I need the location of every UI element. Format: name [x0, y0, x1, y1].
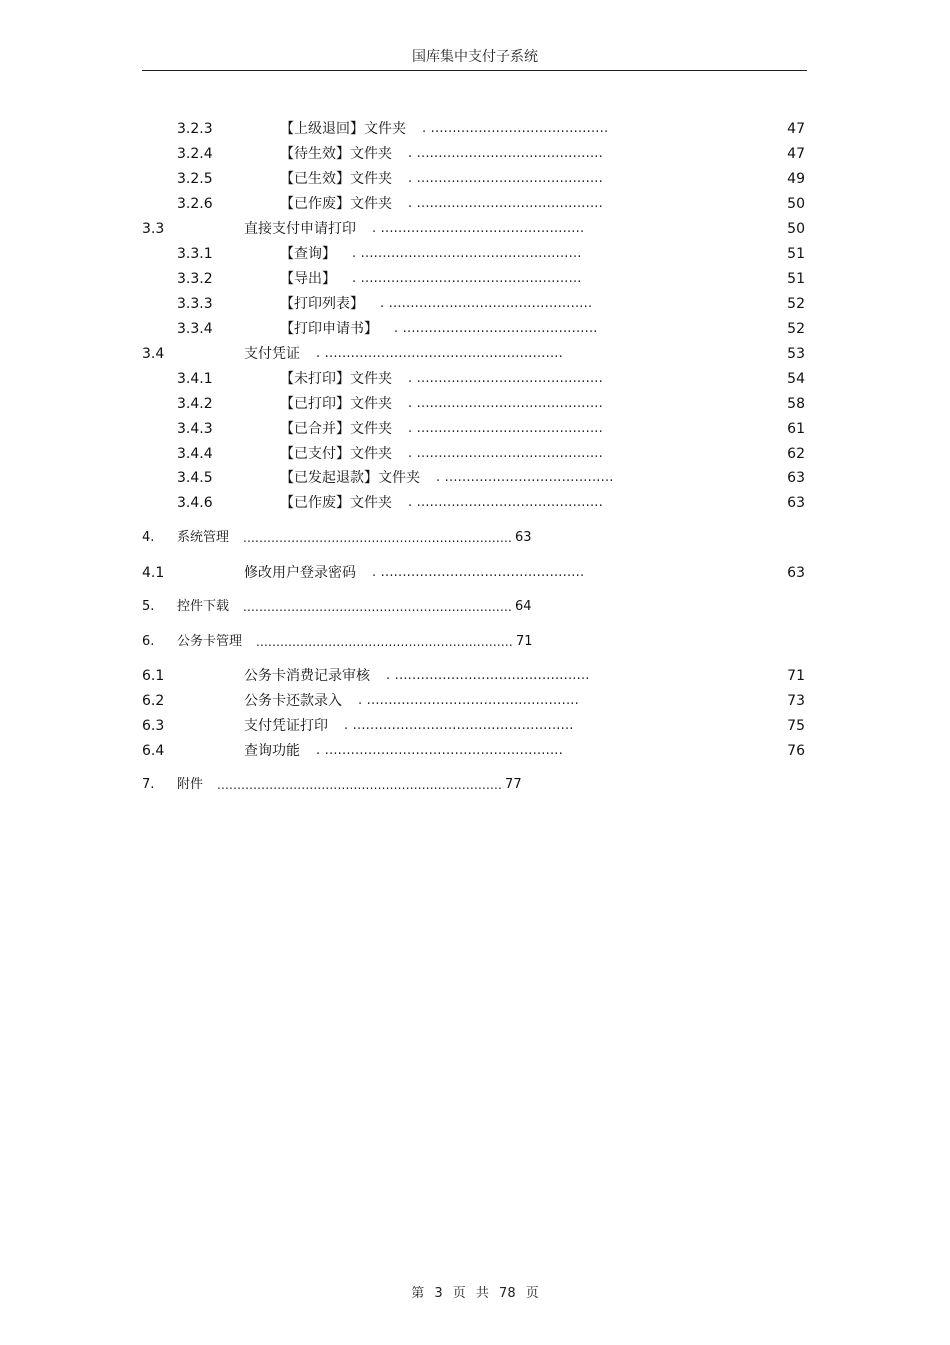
toc-entry[interactable] [0, 742, 950, 760]
toc-entry-page: 50 [787, 221, 805, 237]
toc-entry-number: 6.3 [142, 718, 165, 734]
toc-entry-number: 3.4.3 [177, 421, 213, 437]
toc-entry[interactable] [0, 345, 950, 363]
toc-dot-leader: . ........................................... [408, 396, 603, 411]
toc-entry[interactable] [0, 245, 950, 263]
toc-dot-leader: . ............................................. [394, 321, 598, 336]
toc-entry[interactable] [0, 170, 950, 188]
toc-entry-page: 52 [787, 296, 805, 312]
toc-entry-title: 支付凭证 [244, 346, 300, 362]
toc-entry[interactable] [0, 320, 950, 338]
toc-dot-leader: ................................................................... [243, 531, 512, 545]
toc-dot-leader: . ....................................................... [316, 743, 563, 758]
toc-dot-leader: . ........................................... [408, 495, 603, 510]
toc-dot-leader: . ........................................... [408, 146, 603, 161]
toc-entry-title: 【打印列表】 [280, 296, 364, 312]
toc-entry[interactable] [0, 469, 950, 487]
toc-entry-number: 6. [142, 634, 155, 649]
toc-entry-title: 支付凭证打印 [244, 718, 328, 734]
toc-entry-title: 【已打印】文件夹 [280, 396, 392, 412]
toc-entry-number: 5. [142, 599, 155, 614]
toc-entry-page: 47 [787, 121, 805, 137]
toc-entry[interactable] [0, 717, 950, 735]
page-footer: 第 3 页 共 78 页 [411, 1286, 539, 1301]
toc-dot-leader: . ........................................... [408, 371, 603, 386]
toc-entry-title: 附件 [177, 777, 204, 792]
toc-entry-title: 公务卡管理 [177, 634, 243, 649]
toc-entry[interactable] [0, 692, 950, 710]
toc-entry[interactable] [0, 145, 950, 163]
toc-entry-title: 【查询】 [280, 246, 336, 262]
toc-dot-leader: . ............................................... [380, 296, 593, 311]
toc-entry-title: 【未打印】文件夹 [280, 371, 392, 387]
toc-dot-leader: . ................................................... [352, 271, 582, 286]
toc-dot-leader: . ............................................... [372, 565, 585, 580]
toc-entry-number: 4.1 [142, 565, 165, 581]
toc-entry-page: 54 [787, 371, 805, 387]
toc-entry-page: 64 [514, 599, 532, 614]
toc-dot-leader: . ............................................. [386, 668, 590, 683]
toc-entry[interactable] [0, 529, 950, 547]
toc-entry-page: 63 [514, 530, 532, 545]
toc-entry-number: 3.4.2 [177, 396, 213, 412]
toc-entry[interactable] [0, 564, 950, 582]
toc-entry-title: 【已作废】文件夹 [280, 196, 392, 212]
toc-entry-page: 71 [787, 668, 805, 684]
toc-dot-leader: . ....................................... [436, 470, 614, 485]
toc-entry[interactable] [0, 420, 950, 438]
toc-entry-page: 52 [787, 321, 805, 337]
toc-entry[interactable] [0, 295, 950, 313]
toc-entry-number: 3.4.5 [177, 470, 213, 486]
toc-dot-leader: ................................................................... [243, 600, 512, 614]
toc-entry-title: 【待生效】文件夹 [280, 146, 392, 162]
toc-entry[interactable] [0, 633, 950, 651]
toc-entry-number: 3.2.3 [177, 121, 213, 137]
toc-dot-leader: . ........................................... [408, 196, 603, 211]
toc-entry-page: 63 [787, 470, 805, 486]
toc-entry-page: 75 [787, 718, 805, 734]
toc-entry-page: 51 [787, 246, 805, 262]
toc-entry[interactable] [0, 667, 950, 685]
toc-entry-page: 51 [787, 271, 805, 287]
toc-entry-number: 3.4 [142, 346, 165, 362]
toc-entry[interactable] [0, 494, 950, 512]
toc-entry-page: 63 [787, 565, 805, 581]
toc-entry-page: 47 [787, 146, 805, 162]
toc-entry-page: 71 [515, 634, 533, 649]
toc-entry[interactable] [0, 270, 950, 288]
toc-entry-page: 58 [787, 396, 805, 412]
toc-entry-number: 6.2 [142, 693, 165, 709]
toc-entry-number: 3.3.1 [177, 246, 213, 262]
page-header-title: 国库集中支付子系统 [412, 49, 538, 65]
toc-entry-number: 4. [142, 530, 155, 545]
toc-entry-title: 查询功能 [244, 743, 300, 759]
toc-entry-title: 公务卡还款录入 [244, 693, 342, 709]
toc-entry[interactable] [0, 445, 950, 463]
toc-entry-title: 【已作废】文件夹 [280, 495, 392, 511]
toc-entry-page: 53 [787, 346, 805, 362]
toc-entry-number: 3.2.6 [177, 196, 213, 212]
toc-entry[interactable] [0, 195, 950, 213]
toc-entry-page: 50 [787, 196, 805, 212]
toc-entry-page: 61 [787, 421, 805, 437]
toc-entry-title: 直接支付申请打印 [244, 221, 356, 237]
toc-entry-title: 【打印申请书】 [280, 321, 378, 337]
toc-entry-title: 公务卡消费记录审核 [244, 668, 370, 684]
toc-dot-leader: . ......................................... [422, 121, 609, 136]
toc-entry-title: 【导出】 [280, 271, 336, 287]
toc-entry-page: 63 [787, 495, 805, 511]
toc-entry-number: 3.3 [142, 221, 165, 237]
toc-entry-title: 【已发起退款】文件夹 [280, 470, 420, 486]
toc-entry[interactable] [0, 120, 950, 138]
toc-dot-leader: . ........................................... [408, 171, 603, 186]
toc-entry-number: 3.4.4 [177, 446, 213, 462]
toc-entry[interactable] [0, 370, 950, 388]
toc-entry-number: 3.3.4 [177, 321, 213, 337]
toc-dot-leader: . ................................................... [352, 246, 582, 261]
toc-entry[interactable] [0, 220, 950, 238]
toc-entry-number: 7. [142, 777, 155, 792]
toc-entry-title: 【已支付】文件夹 [280, 446, 392, 462]
toc-entry-number: 3.2.4 [177, 146, 213, 162]
toc-entry[interactable] [0, 776, 950, 794]
toc-entry-title: 控件下载 [177, 599, 230, 614]
toc-dot-leader: ................................................................ [256, 635, 513, 649]
toc-entry-number: 3.2.5 [177, 171, 213, 187]
toc-dot-leader: . ................................................... [344, 718, 574, 733]
toc-dot-leader: ....................................................................... [217, 778, 503, 792]
toc-entry[interactable] [0, 598, 950, 616]
toc-dot-leader: . ........................................... [408, 446, 603, 461]
toc-entry-number: 3.3.2 [177, 271, 213, 287]
toc-entry-number: 6.1 [142, 668, 165, 684]
toc-entry-title: 系统管理 [177, 530, 230, 545]
toc-entry-number: 6.4 [142, 743, 165, 759]
toc-entry-number: 3.3.3 [177, 296, 213, 312]
toc-entry-page: 49 [787, 171, 805, 187]
toc-entry-page: 77 [505, 777, 522, 792]
toc-entry-number: 3.4.1 [177, 371, 213, 387]
toc-entry-title: 修改用户登录密码 [244, 565, 356, 581]
toc-entry-page: 76 [787, 743, 805, 759]
toc-entry-page: 62 [787, 446, 805, 462]
toc-entry-title: 【上级退回】文件夹 [280, 121, 406, 137]
toc-entry-title: 【已合并】文件夹 [280, 421, 392, 437]
toc-dot-leader: . ................................................. [358, 693, 579, 708]
toc-dot-leader: . ........................................... [408, 421, 603, 436]
toc-entry-number: 3.4.6 [177, 495, 213, 511]
toc-dot-leader: . ....................................................... [316, 346, 563, 361]
toc-entry[interactable] [0, 395, 950, 413]
toc-entry-title: 【已生效】文件夹 [280, 171, 392, 187]
toc-entry-page: 73 [787, 693, 805, 709]
toc-dot-leader: . ............................................... [372, 221, 585, 236]
